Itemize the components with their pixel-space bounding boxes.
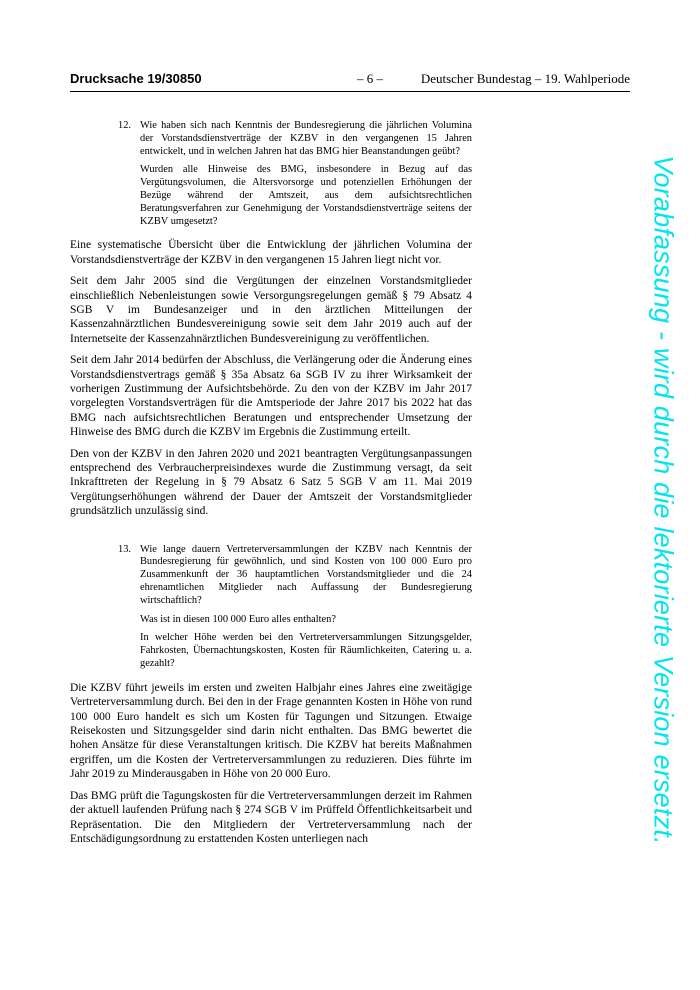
question-paragraph: Was ist in diesen 100 000 Euro alles enthalten? xyxy=(140,613,336,625)
document-number xyxy=(70,71,202,86)
answer-paragraph: Eine systematische Übersicht über die Entwicklung der jährlichen Volumina der Vorstandsdienstverträge der KZBV in den vergangenen 15 Jahren liegt nicht vor. xyxy=(70,239,472,266)
answer-paragraph: Das BMG prüft die Tagungskosten für die Vertreterversammlungen derzeit im Rahmen der aktuell laufenden Prüfung nach § 274 SGB V im Prüffeld Öffentlichkeitsarbeit und Repräsentation. Die den Mitgliedern der Vertreterversammlung nach der Entschädigungsordnung zu erstattenden Kosten unterliegen nach xyxy=(70,789,472,845)
question-paragraph: Wie lange dauern Vertreterversammlungen der KZBV nach Kenntnis der Bundesregierung für gewöhnlich, und sind Kosten von 100 000 Euro pro Zusammenkunft der 36 hauptamtlichen Vorstandsmitglieder und die 24 ehrenamtlichen Mitglieder nach Auffassung der Bundesregierung wirtschaftlich? xyxy=(140,543,472,606)
question-paragraph: In welcher Höhe werden bei den Vertreterversammlungen Sitzungsgelder, Fahrkosten, Übernachtungskosten, Kosten für Räumlichkeiten, Catering u. a. gezahlt? xyxy=(140,632,472,670)
question-text xyxy=(140,544,472,671)
answer-12 xyxy=(70,238,472,518)
page-header xyxy=(70,71,630,91)
publisher-label: Deutscher Bundestag – 19. Wahlperiode xyxy=(420,71,630,86)
page-content xyxy=(70,120,472,853)
question-text xyxy=(140,120,472,228)
question-12 xyxy=(70,120,472,228)
draft-watermark: Vorabfassung - wird durch die lektorierte Version ersetzt. xyxy=(648,155,679,845)
question-13 xyxy=(70,544,472,671)
question-number: 13. xyxy=(118,543,131,555)
section-spacer xyxy=(70,526,472,544)
answer-paragraph: Seit dem Jahr 2005 sind die Vergütungen der einzelnen Vorstandsmitglieder einschließlich Nebenleistungen sowie Versorgungsregelungen gemäß § 79 Absatz 4 SGB V im Bundesanzeiger und in den ärztlichen Mitteilungen der Kassenzahnärztlichen Bundesvereinigung sowie seit dem Jahr 2019 auch auf der Internetseite der Kassenzahnärztlichen Bundesvereinigung zu veröffentlichen. xyxy=(70,275,472,345)
answer-13 xyxy=(70,681,472,846)
answer-paragraph: Die KZBV führt jeweils im ersten und zweiten Halbjahr eines Jahres eine zweitägige Vertreterversammlung durch. Bei den in der Frage genannten Kosten in Höhe von rund 100 000 Euro handelt es sich um Kosten für Tagungen und Sitzungen. Etwaige Reisekosten und Sitzungsgelder sind darin nicht enthalten. Das BMG bewertet die hohen Ansätze für diese Veranstaltungen kritisch. Die KZBV hat bereits Maßnahmen ergriffen, um die Kosten der Vertreterversammlungen zu reduzieren. Dies führte im Jahr 2019 zu Minderausgaben in Höhe von 20 000 Euro. xyxy=(70,681,472,781)
document-number-value: 30850 xyxy=(165,71,202,86)
document-label: Drucksache 19/ xyxy=(70,71,166,86)
question-number: 12. xyxy=(118,120,131,131)
question-paragraph: Wie haben sich nach Kenntnis der Bundesregierung die jährlichen Volumina der Vorstandsdienstverträge der KZBV in den vergangenen 15 Jahren entwickelt, und in welchen Jahren hat das BMG hier Beanstandungen geübt? xyxy=(140,120,472,157)
question-paragraph: Wurden alle Hinweise des BMG, insbesondere in Bezug auf das Vergütungsvolumen, die Altersvorsorge und potenziellen Erhöhungen der Bezüge während der Amtszeit, aus dem aufsichtsrechtlichen Beratungsverfahren zur Genehmigung der Vorstandsdienstverträge seitens der KZBV umgesetzt? xyxy=(140,164,472,227)
page-number: – 6 – xyxy=(357,71,383,86)
header-rule xyxy=(70,91,630,92)
answer-paragraph: Seit dem Jahr 2014 bedürfen der Abschluss, die Verlängerung oder die Änderung eines Vorstandsdienstvertrags gemäß § 35a Absatz 6a SGB IV zu ihrer Wirksamkeit der vorherigen Zustimmung der Aufsichtsbehörde. Zu den von der KZBV im Jahr 2017 vorgelegten Vorstandsverträgen für die Amtsperiode der Jahre 2017 bis 2022 hat das BMG nach aufsichtsrechtlichen Beratungen und entsprechender Umsetzung der Hinweise des BMG durch die KZBV im Ergebnis die Zustimmung erteilt. xyxy=(70,354,472,439)
answer-paragraph: Den von der KZBV in den Jahren 2020 und 2021 beantragten Vergütungsanpassungen entsprechend des Verbraucherpreisindexes wurde die Zustimmung versagt, da seit Inkrafttreten der Regelung in § 79 Absatz 6 Satz 5 SGB V am 11. Mai 2019 Vergütungserhöhungen während der Dauer der Amtszeit der Vorstandsmitglieder grundsätzlich unzulässig sind. xyxy=(70,447,472,518)
